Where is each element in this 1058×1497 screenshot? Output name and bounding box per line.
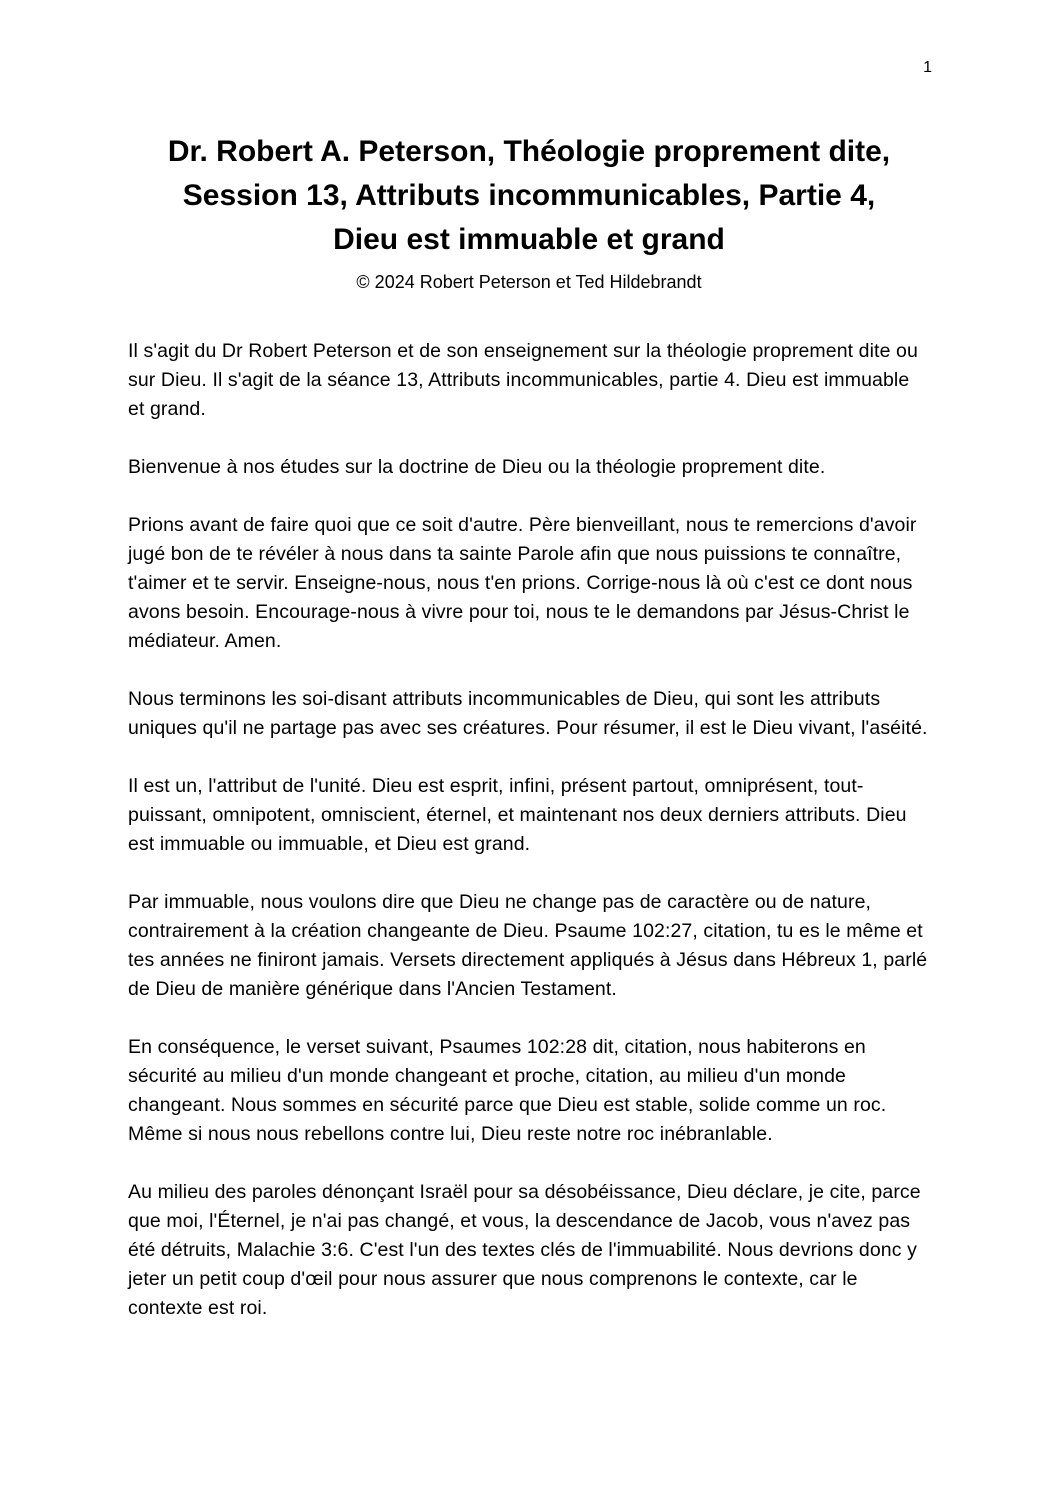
paragraph: Il s'agit du Dr Robert Peterson et de son enseignement sur la théologie proprement dite ou sur Dieu. Il s'agit de la séance 13, Attributs incommunicables, partie 4. Dieu est immuable et grand.: [128, 340, 918, 420]
body-text: [128, 308, 930, 1323]
document-title-line-2: Session 13, Attributs incommunicables, Partie 4,: [182, 179, 876, 212]
paragraph: Par immuable, nous voulons dire que Dieu ne change pas de caractère ou de nature, contrairement à la création changeante de Dieu. Psaume 102:27, citation, tu es le même et tes années ne finiront jamais. Versets directement appliqués à Jésus dans Hébreux 1, parlé de Dieu de manière générique dans l'Ancien Testament.: [128, 891, 928, 1000]
document-title-line-1: Dr. Robert A. Peterson, Théologie proprement dite,: [167, 135, 891, 168]
paragraph: En conséquence, le verset suivant, Psaumes 102:28 dit, citation, nous habiterons en sécurité au milieu d'un monde changeant et proche, citation, au milieu d'un monde changeant. Nous sommes en sécurité parce que Dieu est stable, solide comme un roc. Même si nous nous rebellons contre lui, Dieu reste notre roc inébranlable.: [128, 1036, 887, 1145]
copyright-line: © 2024 Robert Peterson et Ted Hildebrandt: [356, 272, 702, 292]
paragraph: Bienvenue à nos études sur la doctrine de Dieu ou la théologie proprement dite.: [128, 456, 826, 478]
paragraph: Au milieu des paroles dénonçant Israël pour sa désobéissance, Dieu déclare, je cite, parce que moi, l'Éternel, je n'ai pas changé, et vous, la descendance de Jacob, vous n'avez pas été détruits, Malachie 3:6. C'est l'un des textes clés de l'immuabilité. Nous devrions donc y jeter un petit coup d'œil pour nous assurer que nous comprenons le contexte, car le contexte est roi.: [128, 1181, 921, 1319]
paragraph: Prions avant de faire quoi que ce soit d'autre. Père bienveillant, nous te remercions d'avoir jugé bon de te révéler à nous dans ta sainte Parole afin que nous puissions te connaître, t'aimer et te servir. Enseigne-nous, nous t'en prions. Corrige-nous là où c'est ce dont nous avons besoin. Encourage-nous à vivre pour toi, nous te le demandons par Jésus-Christ le médiateur. Amen.: [128, 514, 917, 652]
paragraph: Il est un, l'attribut de l'unité. Dieu est esprit, infini, présent partout, omniprésent, tout-puissant, omnipotent, omniscient, éternel, et maintenant nos deux derniers attributs. Dieu est immuable ou immuable, et Dieu est grand.: [128, 775, 907, 855]
paragraph: Nous terminons les soi-disant attributs incommunicables de Dieu, qui sont les attributs uniques qu'il ne partage pas avec ses créatures. Pour résumer, il est le Dieu vivant, l'aséité.: [128, 688, 928, 739]
document-title-line-3: Dieu est immuable et grand: [333, 223, 725, 256]
document-title: [128, 130, 930, 262]
page-number: 1: [923, 59, 932, 76]
